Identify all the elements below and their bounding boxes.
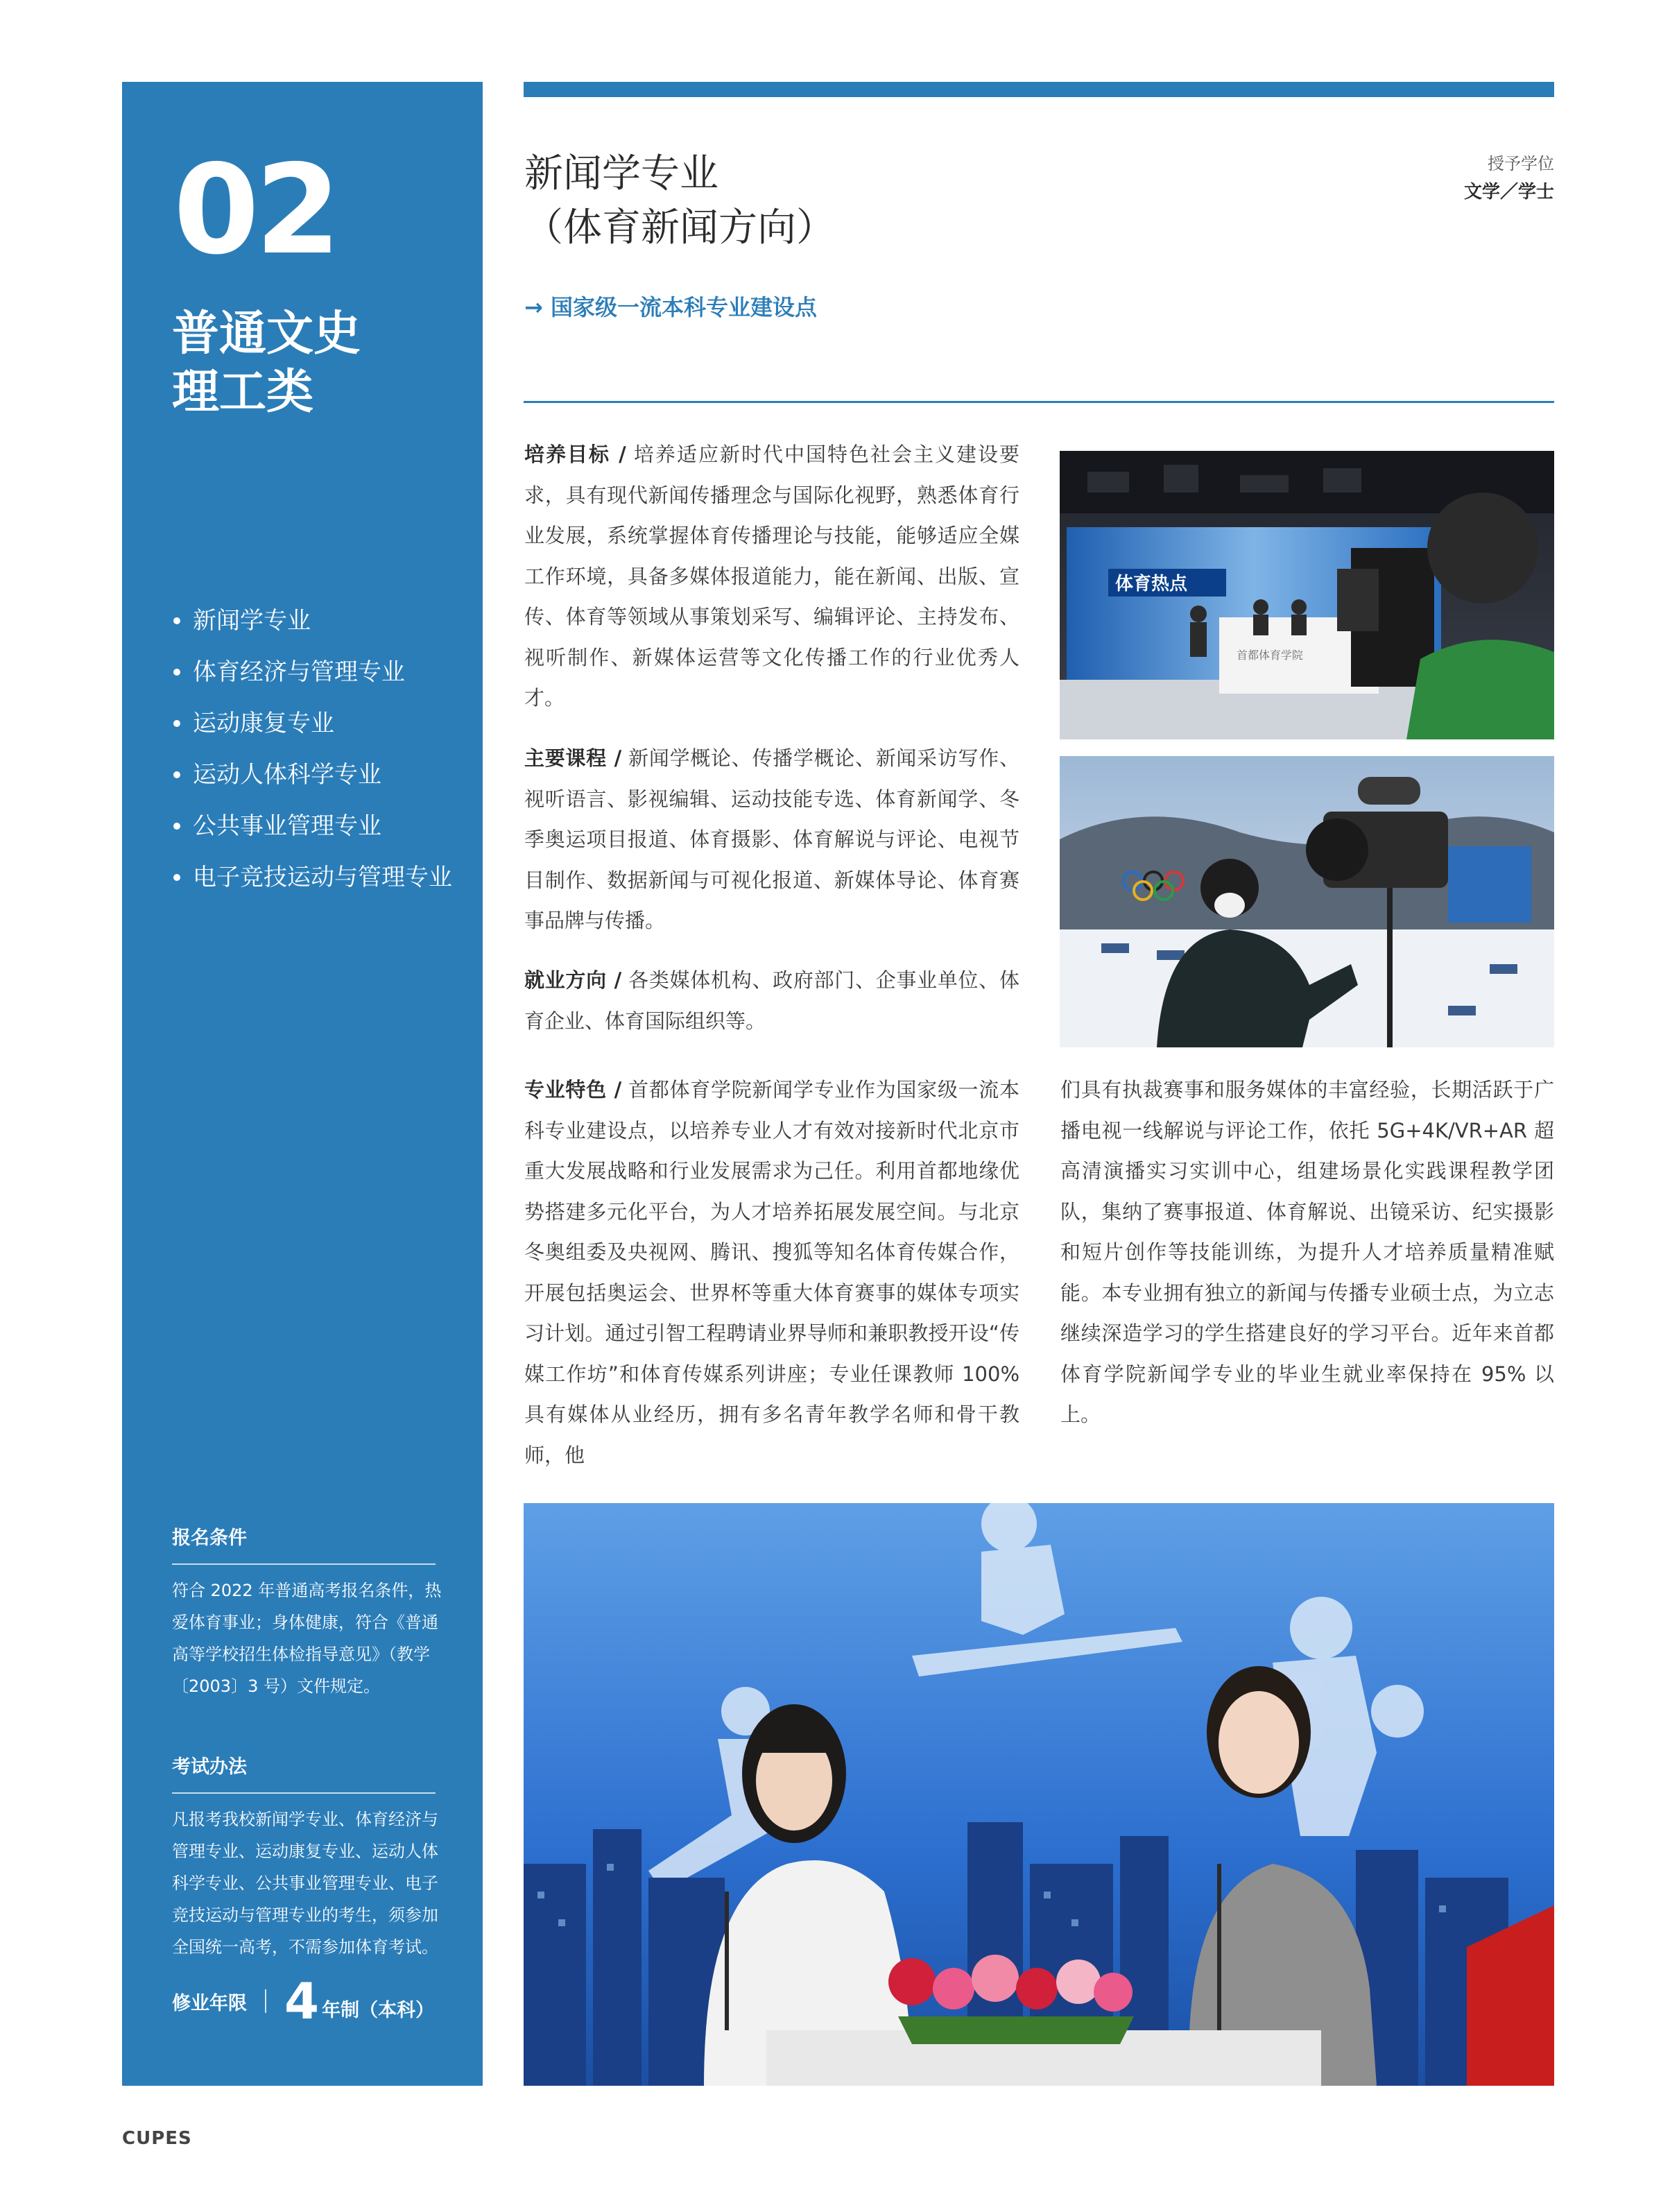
desk-sign-text: 首都体育学院 [1237, 649, 1304, 662]
feature-text: 首都体育学院新闻学专业作为国家级一流本科专业建设点，以培养专业人才有效对接新时代北京市重大发展战略和行业发展需求为己任。利用首都地缘优势搭建多元化平台，为人才培养拓展发展空间。与北京冬奥组委及央视网、腾讯、搜狐等知名体育传媒合作，开展包括奥运会、世界杯等重大体育赛事的媒体专项实习计划。通过引智工程聘请业界导师和兼职教授开设“传媒工作坊”和体育传媒系列讲座；专业任课教师 100% 具有媒体从业经历，拥有多名青年教学名师和骨干教师，他 [524, 1078, 1019, 1467]
header-divider [524, 401, 1554, 403]
duration-unit: 年制（本科） [322, 1999, 435, 2021]
degree-label: 授予学位 [1488, 154, 1554, 173]
footer-mark: CUPES [122, 2128, 192, 2149]
majors-list [172, 595, 477, 903]
category-title-line2: 理工类 [172, 365, 314, 420]
requirements-heading: 报名条件 [172, 1525, 436, 1565]
title-line2: （体育新闻方向） [524, 205, 835, 250]
goal-heading: 培养目标 / [524, 443, 626, 466]
career-text: 各类媒体机构、政府部门、企事业单位、体育企业、体育国际组织等。 [524, 968, 1019, 1033]
exam-text: 凡报考我校新闻学专业、体育经济与管理专业、运动康复专业、运动人体科学专业、公共事业管理专业、电子竞技运动与管理专业的考生，须参加全国统一高考，不需参加体育考试。 [172, 1810, 438, 1957]
degree-value: 文学／学士 [1463, 182, 1554, 203]
winter-reporter-photo [1060, 756, 1554, 1047]
feature-heading: 专业特色 / [524, 1078, 622, 1101]
feature-paragraph-continued: 们具有执裁赛事和服务媒体的丰富经验，长期活跃于广播电视一线解说与评论工作，依托 5G+4K/VR+AR 超高清演播实习实训中心，组建场景化实践课程教学团队，集纳了赛事报道、体育解说、出镜采访、纪实摄影和短片创作等技能训练，为提升人才培养质量精准赋能。本专业拥有独立的新闻与传播专业硕士点，为立志继续深造学习的学生搭建良好的学习平台。近年来首都体育学院新闻学专业的毕业生就业率保持在 95% 以上。 [1060, 1078, 1554, 1426]
major-item: 运动康复专业 [172, 698, 477, 749]
courses-paragraph [524, 738, 1019, 941]
courses-text: 新闻学概论、传播学概论、新闻采访写作、视听语言、影视编辑、运动技能专选、体育新闻学、冬季奥运项目报道、体育摄影、体育解说与评论、电视节目制作、数据新闻与可视化报道、新媒体导论、体育赛事品牌与传播。 [524, 746, 1019, 932]
exam-heading: 考试办法 [172, 1754, 436, 1794]
goal-paragraph [524, 434, 1019, 719]
title-line1: 新闻学专业 [524, 151, 718, 196]
category-title [172, 305, 463, 422]
top-accent-bar [524, 82, 1554, 97]
major-item: 公共事业管理专业 [172, 800, 477, 852]
career-heading: 就业方向 / [524, 968, 622, 992]
feature-paragraph [524, 1070, 1019, 1475]
section-number: 02 [173, 138, 337, 282]
duration-divider [265, 1989, 266, 2013]
category-sidebar [122, 82, 483, 2086]
duration-value: 4 [284, 1972, 320, 2030]
major-item: 电子竞技运动与管理专业 [172, 852, 477, 903]
accreditation-tag: → 国家级一流本科专业建设点 [524, 294, 817, 320]
courses-heading: 主要课程 / [524, 746, 622, 770]
career-paragraph [524, 960, 1019, 1041]
major-item: 新闻学专业 [172, 595, 477, 646]
goal-text: 培养适应新时代中国特色社会主义建设要求，具有现代新闻传播理念与国际化视野，熟悉体育行业发展，系统掌握体育传播理论与技能，能够适应全媒工作环境，具备多媒体报道能力，能在新闻、出版、宣传、体育等领域从事策划采写、编辑评论、主持发布、视听制作、新媒体运营等文化传播工作的行业优秀人才。 [524, 443, 1019, 710]
category-title-line1: 普通文史 [172, 307, 361, 361]
requirements-text: 符合 2022 年普通高考报名条件，热爱体育事业；身体健康，符合《普通高等学校招生体检指导意见》（教学〔2003〕3 号）文件规定。 [172, 1581, 442, 1696]
page-title [524, 147, 1218, 255]
studio-screen-text: 体育热点 [1115, 574, 1188, 594]
major-item: 体育经济与管理专业 [172, 646, 477, 698]
studio-photo [1060, 451, 1554, 739]
major-item: 运动人体科学专业 [172, 749, 477, 800]
study-duration [172, 1970, 463, 2032]
duration-label: 修业年限 [172, 1992, 247, 2014]
anchors-studio-photo [524, 1503, 1554, 2086]
